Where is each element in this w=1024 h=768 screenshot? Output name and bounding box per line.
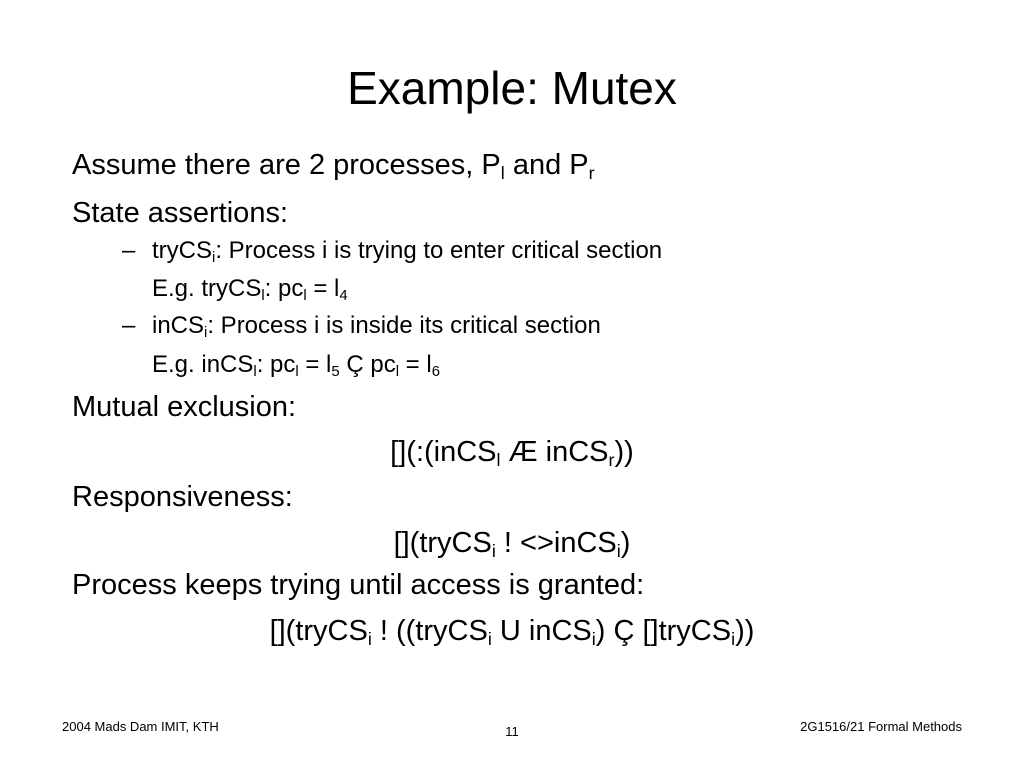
example-text: E.g. tryCS	[152, 275, 262, 302]
bullet-responsiveness: Responsiveness:	[72, 481, 293, 513]
subscript: i	[204, 325, 208, 342]
example-text: = l	[399, 351, 432, 378]
subscript: l	[261, 288, 265, 305]
dash-marker: –	[122, 237, 136, 264]
formula-text: ! ((tryCS	[371, 615, 488, 647]
subscript: i	[487, 629, 492, 650]
footer-page-number: 11	[505, 724, 519, 739]
subscript: 5	[331, 364, 340, 381]
subscript: l	[395, 364, 399, 381]
subscript: l	[295, 364, 299, 381]
bullet-text: inCS	[152, 312, 205, 339]
example-text: E.g. inCS	[152, 351, 254, 378]
example-text: = l	[306, 275, 340, 302]
subscript: i	[591, 629, 596, 650]
bullet-keeps-trying: Process keeps trying until access is granted:	[72, 569, 645, 601]
formula-text: Æ inCS	[500, 436, 609, 468]
formula-text: [](tryCS	[269, 615, 368, 647]
slide-title: Example: Mutex	[347, 62, 677, 114]
example-text: Ç pc	[339, 351, 396, 378]
subscript: l	[500, 163, 505, 184]
subscript: 4	[339, 288, 348, 305]
footer-course: 2G1516/21 Formal Methods	[800, 719, 962, 734]
formula-text: [](tryCS	[393, 527, 492, 559]
formula-text: U inCS	[491, 615, 592, 647]
subscript: r	[588, 163, 595, 184]
example-text: : pc	[256, 351, 296, 378]
subscript: l	[496, 450, 501, 471]
formula-keeps-trying	[0, 613, 1024, 649]
bullet-text: : Process i is trying to enter critical section	[215, 237, 663, 264]
subscript: i	[212, 250, 216, 267]
example-trycs	[152, 274, 348, 304]
subscript: l	[253, 364, 257, 381]
example-text: : pc	[264, 275, 304, 302]
subscript: i	[616, 541, 621, 562]
formula-text: ))	[614, 436, 634, 468]
bullet-text: and P	[504, 149, 589, 181]
sub-bullet-incs	[122, 311, 601, 341]
bullet-processes	[72, 147, 595, 183]
formula-text: ! <>inCS	[495, 527, 617, 559]
formula-text: [](:(inCS	[390, 436, 497, 468]
sub-bullet-trycs	[122, 236, 662, 266]
subscript: r	[608, 450, 615, 471]
example-text: = l	[298, 351, 332, 378]
subscript: l	[303, 288, 307, 305]
formula-text: ) Ç []tryCS	[595, 615, 732, 647]
formula-responsiveness	[0, 525, 1024, 561]
subscript: i	[491, 541, 496, 562]
bullet-text: tryCS	[152, 237, 212, 264]
bullet-state-assertions: State assertions:	[72, 197, 288, 229]
dash-marker: –	[122, 312, 136, 339]
bullet-text: : Process i is inside its critical section	[207, 312, 601, 339]
bullet-text: Assume there are 2 processes, P	[72, 149, 501, 181]
bullet-mutual-exclusion: Mutual exclusion:	[72, 391, 297, 423]
subscript: i	[731, 629, 736, 650]
subscript: i	[367, 629, 372, 650]
formula-text: )	[620, 527, 631, 559]
formula-mutual-exclusion	[0, 434, 1024, 470]
example-incs	[152, 350, 440, 380]
formula-text: ))	[735, 615, 755, 647]
subscript: 6	[431, 364, 440, 381]
footer-author: 2004 Mads Dam IMIT, KTH	[62, 719, 219, 734]
